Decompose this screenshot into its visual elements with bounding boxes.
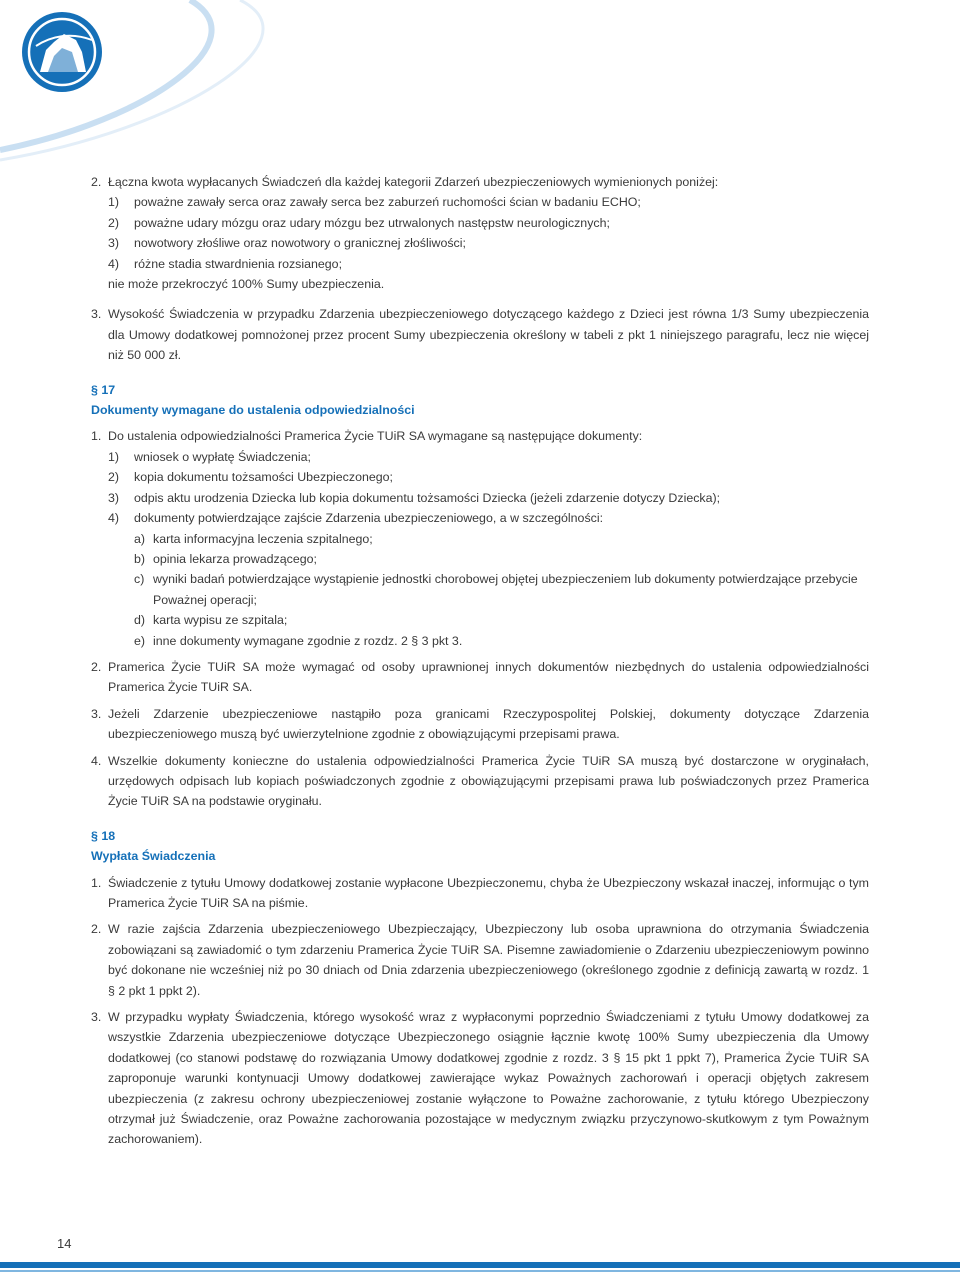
list-item [91,213,869,233]
item-text: Wysokość Świadczenia w przypadku Zdarzenia ubezpieczeniowego dotyczącego każdego z Dzieci jest równa 1/3 Sumy ubezpieczenia dla Umowy dodatkowej pomnożonej przez procent Sumy ubezpieczenia określony w tabeli z pkt 1 niniejszego paragrafu, lecz nie więcej niż 50 000 zł. [108,307,869,363]
list-subitem [91,610,869,630]
item-text: inne dokumenty wymagane zgodnie z rozdz. 2 § 3 pkt 3. [153,633,463,648]
item-text: odpis aktu urodzenia Dziecka lub kopia dokumentu tożsamości Dziecka (jeżeli zdarzenie dotyczy Dziecka); [134,490,721,505]
item-text: nowotwory złośliwe oraz nowotwory o granicznej złośliwości; [134,236,466,251]
s17-paragraph-3 [91,704,869,745]
item-text: poważne udary mózgu oraz udary mózgu bez utrwalonych następstw neurologicznych; [134,215,610,230]
item-number: 2) [108,215,120,230]
item-number: 3) [108,490,120,505]
item-text: kopia dokumentu tożsamości Ubezpieczonego; [134,470,393,485]
page-number: 14 [57,1236,72,1251]
item-number: 3) [108,236,120,251]
section-17-title: Dokumenty wymagane do ustalenia odpowiedzialności [91,403,415,418]
item-text: poważne zawały serca oraz zawały serca bez zaburzeń ruchomości ścian w badaniu ECHO; [134,195,641,210]
item-number: 1) [108,195,120,210]
item-text: Do ustalenia odpowiedzialności Pramerica Życie TUiR SA wymagane są następujące dokumenty: [108,429,643,444]
list-item [91,508,869,528]
list-subitem [91,549,869,569]
s17-paragraph-4 [91,751,869,812]
prudential-rock-logo-icon [16,6,108,98]
item-number: a) [134,531,146,546]
item-text: wniosek o wypłatę Świadczenia; [134,449,312,464]
item-text: różne stadia stwardnienia rozsianego; [134,256,343,271]
list-closing: nie może przekroczyć 100% Sumy ubezpieczenia. [108,277,385,292]
s18-paragraph-2 [91,919,869,1001]
list-item [91,233,869,253]
s17-paragraph-1 [91,426,869,446]
item-number: 3. [91,307,102,322]
item-number: 1. [91,875,102,890]
item-number: 1) [108,449,120,464]
list-item [91,488,869,508]
paragraph-3 [91,304,869,365]
item-number: 4. [91,753,102,768]
list-subitem [91,631,869,651]
footer-rule [0,1262,960,1268]
item-number: 2) [108,470,120,485]
item-text: W przypadku wypłaty Świadczenia, którego wysokość wraz z wypłaconymi poprzednio Świadczeniami z tytułu Umowy dodatkowej za wszystkie Zdarzenia ubezpieczeniowe dotyczące Ubezpieczonego osiągnie łącznie kwotę 100% Sumy ubezpieczenia dla Umowy dodatkowej (co stanowi podstawę do rozwiązania Umowy dodatkowej zgodnie z rozdz. 3 § 15 pkt 1 ppkt 7), Pramerica Życie TUiR SA zaproponuje warunki kontynuacji Umowy dodatkowej zawierające wykaz Poważnych zachorowań i operacji objętych zakresem ubezpieczenia (z zakresu ochrony ubezpieczeniowej zostanie wyłączone to Poważne zachorowanie, z tytułu którego Ubezpieczony otrzymał już Świadczenie, oraz Poważne zachorowania pozostające w medycznym związku przyczynowo-skutkowym z tym Poważnym zachorowaniem). [108,1010,869,1147]
item-number: c) [134,572,145,587]
list-intro [91,172,869,192]
list-item [91,192,869,212]
list-item [91,447,869,467]
item-text: karta wypisu ze szpitala; [153,613,288,628]
item-number: 4) [108,256,120,271]
item-number: b) [134,551,146,566]
item-number: 3. [91,706,102,721]
item-text: Jeżeli Zdarzenie ubezpieczeniowe nastąpiło poza granicami Rzeczypospolitej Polskiej, dokumenty dotyczące Zdarzenia ubezpieczeniowego muszą być uwierzytelnione zgodnie z obowiązującymi przepisami prawa. [108,706,869,742]
section-17-number: § 17 [91,382,116,397]
item-number: 1. [91,429,102,444]
item-number: 4) [108,511,120,526]
s18-paragraph-3 [91,1007,869,1150]
item-text: karta informacyjna leczenia szpitalnego; [153,531,373,546]
item-text: Świadczenie z tytułu Umowy dodatkowej zostanie wypłacone Ubezpieczonemu, chyba że Ubezpieczony wskazał inaczej, informując o tym Pramerica Życie TUiR SA na piśmie. [108,875,869,910]
list-item [91,254,869,274]
list-subitem [91,569,869,610]
header-swoosh [0,0,960,170]
list-item [91,467,869,487]
item-text: dokumenty potwierdzające zajście Zdarzenia ubezpieczeniowego, a w szczególności: [134,511,604,526]
item-number: 3. [91,1010,102,1025]
s18-paragraph-1 [91,873,869,914]
footer-rule-thin [0,1270,960,1272]
item-number: 2. [91,659,102,674]
item-number: d) [134,613,146,628]
item-text: opinia lekarza prowadzącego; [153,551,317,566]
item-text: Wszelkie dokumenty konieczne do ustalenia odpowiedzialności Pramerica Życie TUiR SA muszą być dostarczone w oryginałach, urzędowych odpisach lub kopiach poświadczonych zgodnie z obowiązującymi przepisami prawa lub poświadczonych przez Pramerica Życie TUiR SA na podstawie oryginału. [108,753,869,809]
item-number: 2. [91,175,102,189]
section-18-title: Wypłata Świadczenia [91,849,216,864]
list-subitem [91,529,869,549]
item-text: Pramerica Życie TUiR SA może wymagać od osoby uprawnionej innych dokumentów niezbędnych do ustalenia odpowiedzialności Pramerica Życie TUiR SA. [108,659,869,695]
section-18-number: § 18 [91,828,116,843]
item-number: 2. [91,922,102,937]
item-text: wyniki badań potwierdzające wystąpienie jednostki chorobowej objętej ubezpieczeniem lub dokumenty potwierdzające przebycie Poważnej operacji; [153,572,858,607]
page-content [91,172,869,1150]
item-number: e) [134,633,146,648]
s17-paragraph-2 [91,657,869,698]
item-text: Łączna kwota wypłacanych Świadczeń dla każdej kategorii Zdarzeń ubezpieczeniowych wymienionych poniżej: [108,175,719,189]
item-text: W razie zajścia Zdarzenia ubezpieczeniowego Ubezpieczający, Ubezpieczony lub osoba uprawniona do otrzymania Świadczenia zobowiązani są zawiadomić o tym zdarzeniu Pramerica Życie TUiR SA. Pisemne zawiadomienie o Zdarzeniu ubezpieczeniowym powinno być dokonane nie wcześniej niż po 30 dniach od Dnia zdarzenia ubezpieczeniowego (określonego zgodnie z definicją zawartą w rozdz. 1 § 2 pkt 1 ppkt 2). [108,922,869,998]
